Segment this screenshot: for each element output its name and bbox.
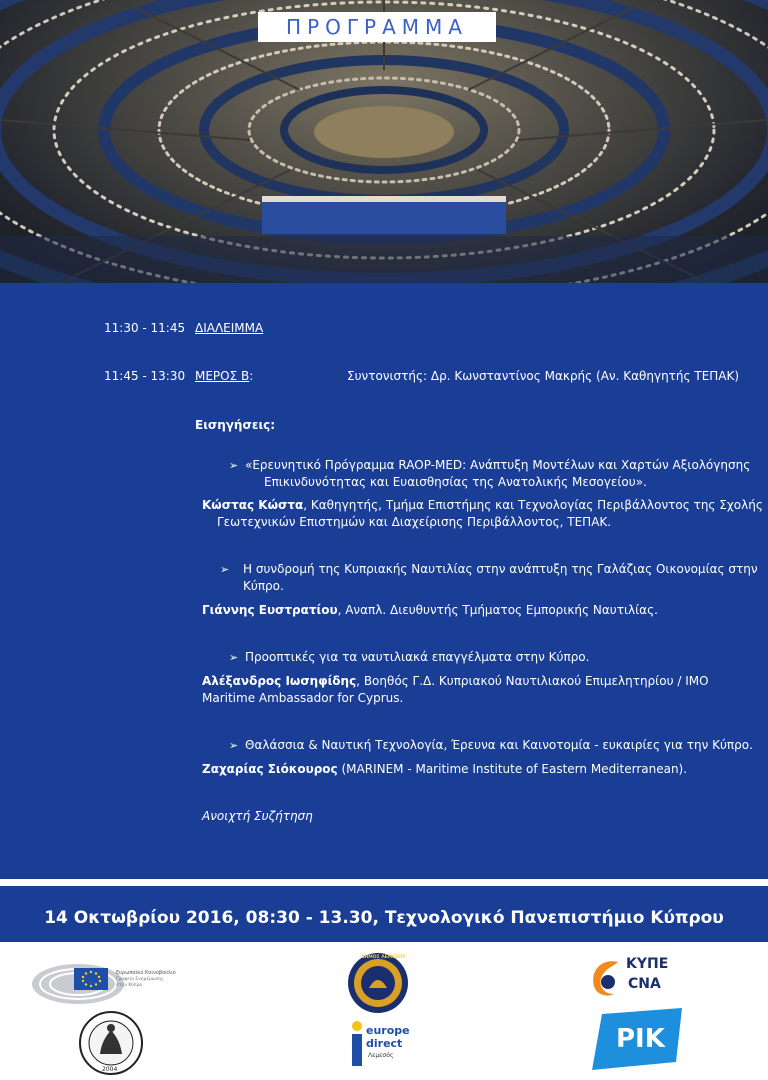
talk-3-speaker: Αλέξανδρος Ιωσηφίδης (202, 674, 357, 688)
cna-line1: ΚΥΠΕ (626, 956, 669, 972)
program-section (0, 283, 768, 879)
europe-direct-line2: direct (366, 1037, 403, 1050)
cna-line2: CNA (628, 976, 661, 992)
section-divider (0, 879, 768, 886)
talk-2-speaker: Γιάννης Ευστρατίου (202, 603, 338, 617)
page-title: ΠΡΟΓΡΑΜΜΑ (258, 12, 496, 42)
part-b-label: ΜΕΡΟΣ Β (195, 369, 250, 383)
ep-text-line1: Ευρωπαϊκό Κοινοβούλιο (116, 970, 176, 976)
talk-4-speaker: Ζαχαρίας Σιόκουρος (202, 762, 338, 776)
bullet-arrow-icon: ➢ (229, 651, 239, 664)
bullet-arrow-icon: ➢ (220, 563, 230, 576)
cna-logo (588, 954, 680, 1002)
limassol-text: ΔΗΜΟΣ ΛΕΜΕΣΟΥ (361, 955, 406, 960)
talk-2-title-line1: Η συνδρομή της Κυπριακής Ναυτιλίας στην ανάπτυξη της Γαλάζιας Οικονομίας στην (243, 562, 758, 576)
hemicycle-illustration (0, 0, 768, 283)
ep-text-line2: Γραφείο Ενημέρωσης (116, 977, 164, 982)
talk-2-title-line2: Κύπρο. (243, 579, 284, 593)
talk-4-affiliation-line1: (MARINEM - Maritime Institute of Eastern Mediterranean). (337, 762, 688, 776)
europe-direct-line1: europe (366, 1024, 410, 1037)
part-b-heading (195, 369, 253, 383)
part-b-time: 11:45 - 13:30 (104, 369, 186, 383)
bullet-arrow-icon: ➢ (229, 739, 239, 752)
talk-1-affiliation-line2: Γεωτεχνικών Επιστημών και Διαχείρισης Περιβάλλοντος, ΤΕΠΑΚ. (217, 515, 612, 529)
talk-4-speaker-block (202, 761, 687, 778)
european-parliament-logo (30, 952, 200, 1004)
talk-2-title (243, 561, 758, 595)
talk-4-title (245, 737, 753, 754)
break-time: 11:30 - 11:45 (104, 321, 186, 335)
limassol-municipality-logo (347, 952, 409, 1014)
tepak-year: 2004 (102, 1066, 118, 1073)
hero-image-parliament (0, 0, 768, 283)
talk-1-speaker-block (202, 497, 763, 531)
presentations-heading-text: Εισηγήσεις: (195, 418, 276, 432)
europe-direct-logo (350, 1020, 412, 1072)
rik-logo (592, 1008, 686, 1070)
break-label: ΔΙΑΛΕΙΜΜΑ (195, 321, 264, 335)
part-b-label-suffix: : (249, 369, 254, 383)
limassol-emblem-icon (347, 952, 409, 1014)
talk-1-title-line1: «Ερευνητικό Πρόγραμμα RAOP-MED: Ανάπτυξη Μοντέλων και Χαρτών Αξιολόγησης (245, 458, 751, 472)
talk-2-speaker-block (202, 602, 658, 619)
europe-direct-i-icon (350, 1020, 364, 1068)
presentations-heading (195, 418, 275, 432)
ep-hemicycle-icon (30, 952, 200, 1004)
talk-3-speaker-block (202, 673, 709, 707)
ep-text-line3: στην Κύπρο (116, 983, 143, 988)
talk-3-affiliation-line1: , Βοηθός Γ.Δ. Κυπριακού Ναυτιλιακού Επιμελητηρίου / IMO (356, 674, 709, 688)
talk-3-affiliation-line2: Maritime Ambassador for Cyprus. (202, 691, 404, 705)
talk-1-title (245, 457, 750, 491)
event-info-band (0, 886, 768, 942)
tepak-university-seal (78, 1010, 144, 1076)
open-discussion: Ανοιχτή Συζήτηση (202, 809, 313, 823)
cna-swirl-icon (588, 956, 624, 1000)
sponsor-logos (0, 942, 768, 1077)
talk-2-affiliation-line1: , Αναπλ. Διευθυντής Τμήματος Εμπορικής Ναυτιλίας. (337, 603, 658, 617)
talk-1-speaker: Κώστας Κώστα (202, 498, 304, 512)
talk-1-title-line2: Επικινδυνότητας και Ευαισθησίας της Ανατολικής Μεσογείου». (264, 475, 647, 489)
event-date-venue: 14 Οκτωβρίου 2016, 08:30 - 13.30, Τεχνολογικό Πανεπιστήμιο Κύπρου (44, 908, 724, 928)
europe-direct-line3: Λεμεσός (368, 1052, 394, 1059)
talk-1-affiliation-line1: , Καθηγητής, Τμήμα Επιστήμης και Τεχνολογίας Περιβάλλοντος της Σχολής (303, 498, 763, 512)
talk-3-title (245, 649, 589, 666)
bullet-arrow-icon: ➢ (229, 459, 239, 472)
moderator: Συντονιστής: Δρ. Κωνσταντίνος Μακρής (Αν. Καθηγητής ΤΕΠΑΚ) (347, 369, 740, 383)
talk-4-title-line1: Θαλάσσια & Ναυτική Τεχνολογία, Έρευνα και Καινοτομία - ευκαιρίες για την Κύπρο. (245, 738, 753, 752)
rik-text: ΡΙΚ (616, 1024, 665, 1054)
talk-3-title-line1: Προοπτικές για τα ναυτιλιακά επαγγέλματα στην Κύπρο. (245, 650, 590, 664)
